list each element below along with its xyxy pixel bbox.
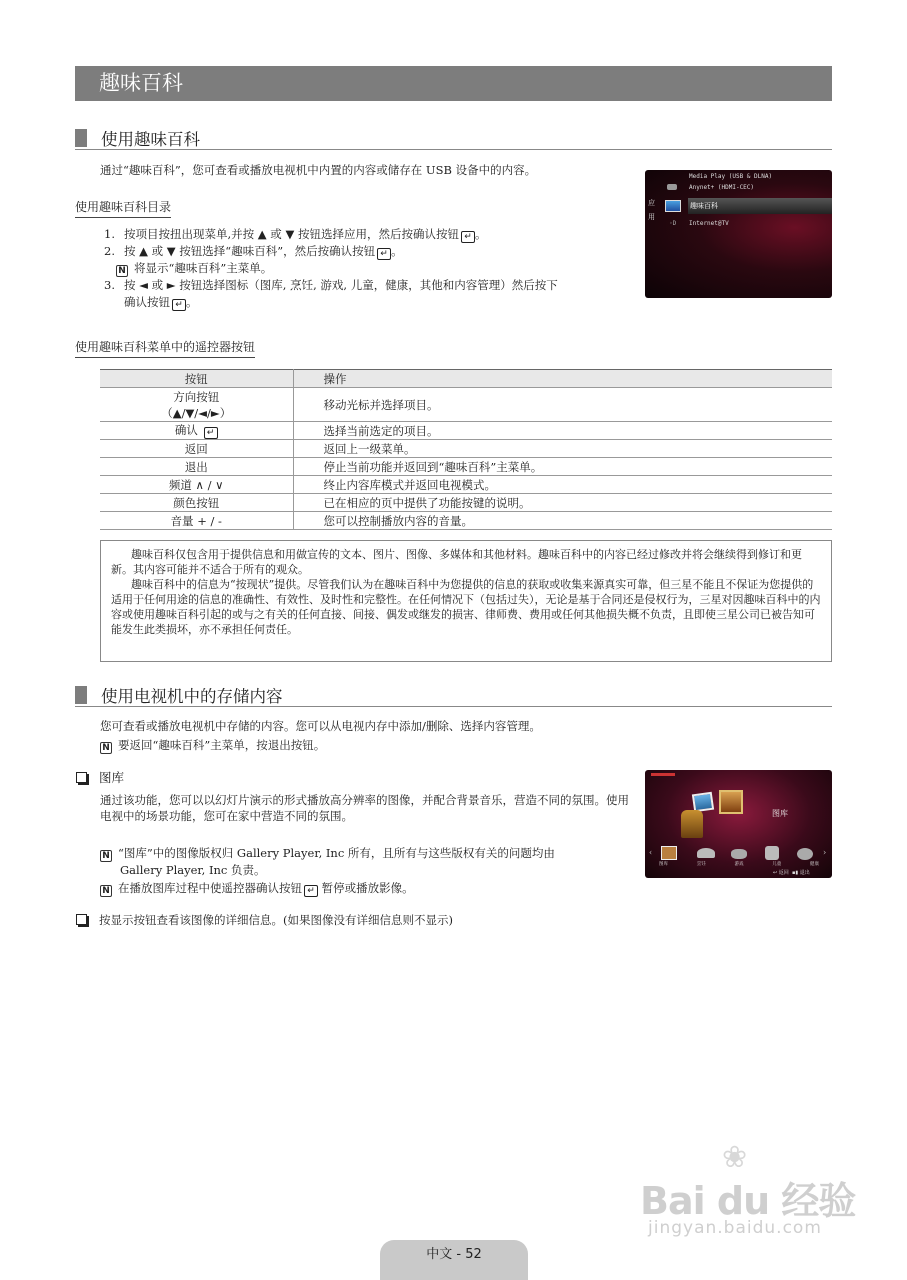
table-row: 退出 停止当前功能并返回到“趣味百科”主菜单。 (100, 458, 832, 476)
enter-icon: ↵ (377, 248, 391, 260)
tv-top-logo (651, 773, 675, 776)
tv-menu-item: Media Play (USB & DLNA) (689, 173, 773, 180)
gallery-description: 通过该功能，您可以以幻灯片演示的形式播放高分辨率的图像，并配合背景音乐，营造不同的氛围。使用电视中的场景功能，您可在家中营造不同的氛围。 (100, 793, 629, 823)
gallery-note-1: N “图库”中的图像版权归 Gallery Player, Inc 所有，且所有与这些版权有关的问题均由 Gallery Player, Inc 负责。 (100, 845, 640, 878)
checkbox-bullet-icon (76, 772, 87, 783)
steps-list (104, 226, 644, 311)
exit-icon: ▪▮ (792, 870, 799, 876)
internet-icon: ◦D (669, 220, 677, 227)
chair-icon (681, 810, 703, 838)
disclaimer-paragraph: 趣味百科中的信息为“按现状”提供。尽管我们认为在趣味百科中为您提供的信息的获取或收集来源真实可靠，但三星不能且不保证为您提供的适用于任何用途的信息的准确性、有效性、及时性和完整性。在任何情况下（包括过失），无论是基于合同还是侵权行为，三星对因趣味百科中的内容或使用趣味百科引起的或与之有关的任何直接、间接、偶发或继发的损害、律师费、费用或任何其他损失概不负责，且即使三星公司已被告知可能发生此类损坏，亦不承担任何责任。 (111, 578, 821, 636)
page-title: 趣味百科 (99, 71, 183, 95)
disclaimer-box (100, 540, 832, 662)
tv-menu-item-selected: 趣味百科 (688, 198, 832, 214)
kids-app-icon (765, 846, 779, 860)
gallery-note-2: N 在播放图库过程中使遥控器确认按钮 ↵ 暂停或播放影像。 (100, 880, 640, 897)
section-intro: 通过“趣味百科”，您可查看或播放电视机中内置的内容或储存在 USB 设备中的内容。 (100, 163, 537, 177)
tv-side-label: 应用 (648, 199, 655, 221)
frame-picture-icon (719, 790, 743, 814)
page-number: 中文 - 52 (426, 1247, 482, 1262)
table-header: 按钮 操作 (100, 370, 832, 388)
tv-menu-screenshot (645, 170, 832, 298)
step-2-note: N 将显示“趣味百科”主菜单。 (104, 260, 644, 277)
tv-gallery-screenshot (645, 770, 832, 878)
paw-logo-icon: ❀ (722, 1140, 748, 1175)
subheading-catalog (75, 198, 171, 218)
note-icon: N (116, 265, 128, 277)
watermark-url: jingyan.baidu.com (648, 1218, 822, 1238)
tv-gallery-label: 图库 (772, 809, 788, 818)
step-3-cont: 确认按钮 ↵ 。 (124, 295, 198, 310)
step-3: 3. 按 ◄ 或 ► 按钮选择图标（图库, 烹饪, 游戏, 儿童，健康，其他和内容管理）然后按下 (104, 278, 558, 292)
step-2: 2. 按 ▲ 或 ▼ 按钮选择“趣味百科”，然后按确认按钮 ↵ 。 (104, 244, 403, 259)
enter-icon: ↵ (204, 427, 218, 439)
table-row: 确认 ↵ 选择当前选定的项目。 (100, 422, 832, 440)
tv-menu-item: Internet@TV (689, 220, 729, 227)
section-note: N 要返回“趣味百科”主菜单，按退出按钮。 (100, 737, 700, 754)
cooking-app-icon (697, 848, 715, 858)
note-icon: N (100, 742, 112, 754)
step-1: 1. 按项目按扭出现菜单,并按 ▲ 或 ▼ 按钮选择应用，然后按确认按钮 ↵ 。 (104, 227, 487, 242)
page-title-banner (75, 66, 832, 101)
remote-buttons-table (100, 369, 832, 530)
subheading-remote (75, 338, 255, 358)
section-title: 使用趣味百科 (101, 129, 200, 149)
page-number-tab (380, 1240, 528, 1280)
enter-icon: ↵ (172, 299, 186, 311)
heading-bar (75, 129, 87, 147)
table-row: 音量 + / - 您可以控制播放内容的音量。 (100, 512, 832, 530)
tv-app-labels: 图库 烹饪 游戏 儿童 健康 (659, 862, 819, 867)
fun-icon (665, 200, 681, 212)
chevron-left-icon: ‹ (649, 848, 653, 857)
note-icon: N (100, 885, 112, 897)
subheading-text: 使用趣味百科目录 (75, 198, 171, 218)
gallery-app-icon (661, 846, 677, 860)
chevron-right-icon: › (823, 848, 827, 857)
tv-footer-hints: ↩ 返回 ▪▮ 退出 (773, 870, 810, 876)
info-line: 按显示按钮查看该图像的详细信息。(如果图像没有详细信息则不显示) (76, 912, 776, 928)
gallery-heading: 图库 (76, 770, 124, 786)
table-row: 方向按钮 （▲/▼/◄/►） 移动光标并选择项目。 (100, 388, 832, 422)
enter-icon: ↵ (304, 885, 318, 897)
section-intro: 您可查看或播放电视机中存储的内容。您可以从电视内存中添加/删除、选择内容管理。 (100, 719, 541, 733)
health-app-icon (797, 848, 813, 860)
table-row: 频道 ∧ / ∨ 终止内容库模式并返回电视模式。 (100, 476, 832, 494)
baidu-watermark (640, 1140, 870, 1240)
tv-menu-item: Anynet+ (HDMI-CEC) (689, 184, 755, 191)
table-row: 返回 返回上一级菜单。 (100, 440, 832, 458)
return-icon: ↩ (773, 870, 778, 876)
heading-bar (75, 686, 87, 704)
table-row: 颜色按钮 已在相应的页中提供了功能按键的说明。 (100, 494, 832, 512)
section-heading-using (75, 126, 832, 150)
games-app-icon (731, 849, 747, 859)
subheading-text: 使用趣味百科菜单中的遥控器按钮 (75, 338, 255, 358)
section-heading-storage (75, 683, 832, 707)
note-icon: N (100, 850, 112, 862)
checkbox-bullet-icon (76, 914, 87, 925)
enter-icon: ↵ (461, 231, 475, 243)
section-title: 使用电视机中的存储内容 (101, 686, 283, 706)
watermark-brand: Bai du 经验 (640, 1179, 856, 1223)
disclaimer-paragraph: 趣味百科仅包含用于提供信息和用做宣传的文本、图片、图像、多媒体和其他材料。趣味百科中的内容已经过修改并将会继续得到修订和更新。其内容可能并不适合于所有的观众。 (111, 548, 802, 576)
media-icon (667, 184, 677, 190)
